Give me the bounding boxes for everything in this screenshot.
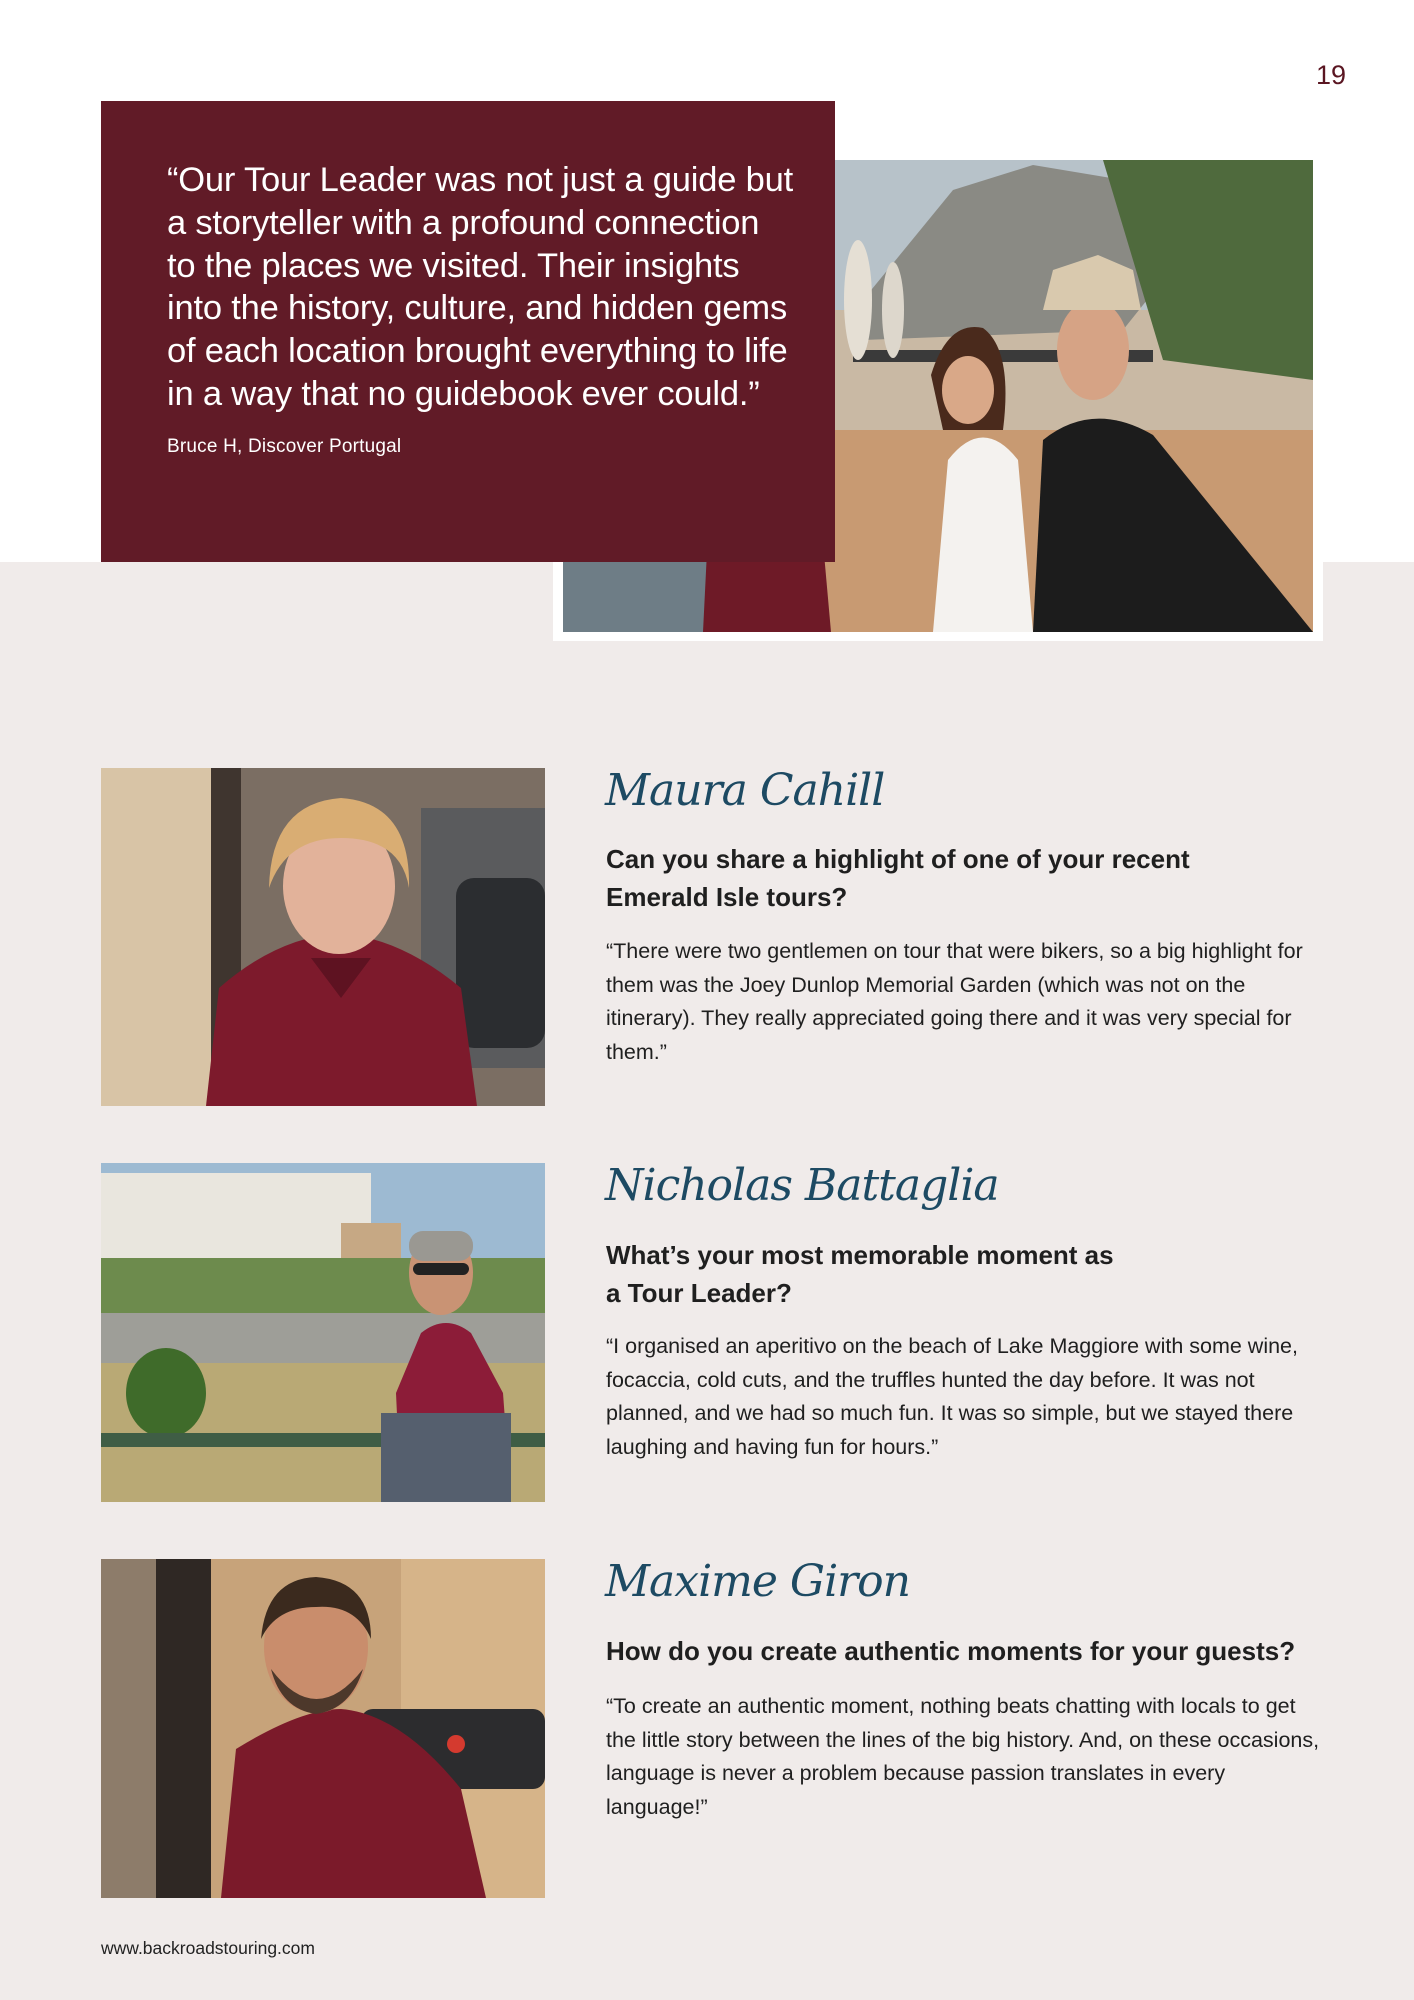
testimonial-author: Bruce H, Discover Portugal	[167, 435, 402, 457]
leader-photo-maxime-giron	[101, 1559, 545, 1898]
leader-photo-nicholas-battaglia	[101, 1163, 545, 1502]
testimonial-quote: “Our Tour Leader was not just a guide but a storyteller with a profound connection to the places we visited. Their insights into the history, culture, and hidden gems of each location brought everything to life in a way that no guidebook ever could.”	[167, 161, 793, 413]
leader-name-nicholas-battaglia: Nicholas Battaglia	[605, 1160, 999, 1211]
leader-question-nicholas-battaglia: What’s your most memorable moment as a Tour Leader?	[606, 1240, 1114, 1308]
leader-answer-maura-cahill: “There were two gentlemen on tour that were bikers, so a big highlight for them was the Joey Dunlop Memorial Garden (which was not on the itinerary). They really appreciated going there and it was very special for them.”	[606, 939, 1303, 1064]
leader-photo-maura-cahill	[101, 768, 545, 1106]
leader-answer-maxime-giron: “To create an authentic moment, nothing beats chatting with locals to get the little story between the lines of the big history. And, on these occasions, language is never a problem because passion translates in every language!”	[606, 1694, 1320, 1819]
leader-question-maxime-giron: How do you create authentic moments for your guests?	[606, 1636, 1296, 1666]
leader-answer-nicholas-battaglia: “I organised an aperitivo on the beach of Lake Maggiore with some wine, focaccia, cold cuts, and the truffles hunted the day before. It was not planned, and we had so much fun. It was so simple, but we stayed there laughing and having fun for hours.”	[606, 1334, 1298, 1459]
leader-name-maura-cahill: Maura Cahill	[605, 765, 885, 816]
leader-name-maxime-giron: Maxime Giron	[605, 1556, 911, 1607]
leader-question-maura-cahill: Can you share a highlight of one of your recent Emerald Isle tours?	[606, 844, 1190, 912]
page-number: 19	[1315, 60, 1346, 90]
footer-website-url: www.backroadstouring.com	[101, 1938, 315, 1958]
testimonial-quote-box	[101, 101, 835, 562]
